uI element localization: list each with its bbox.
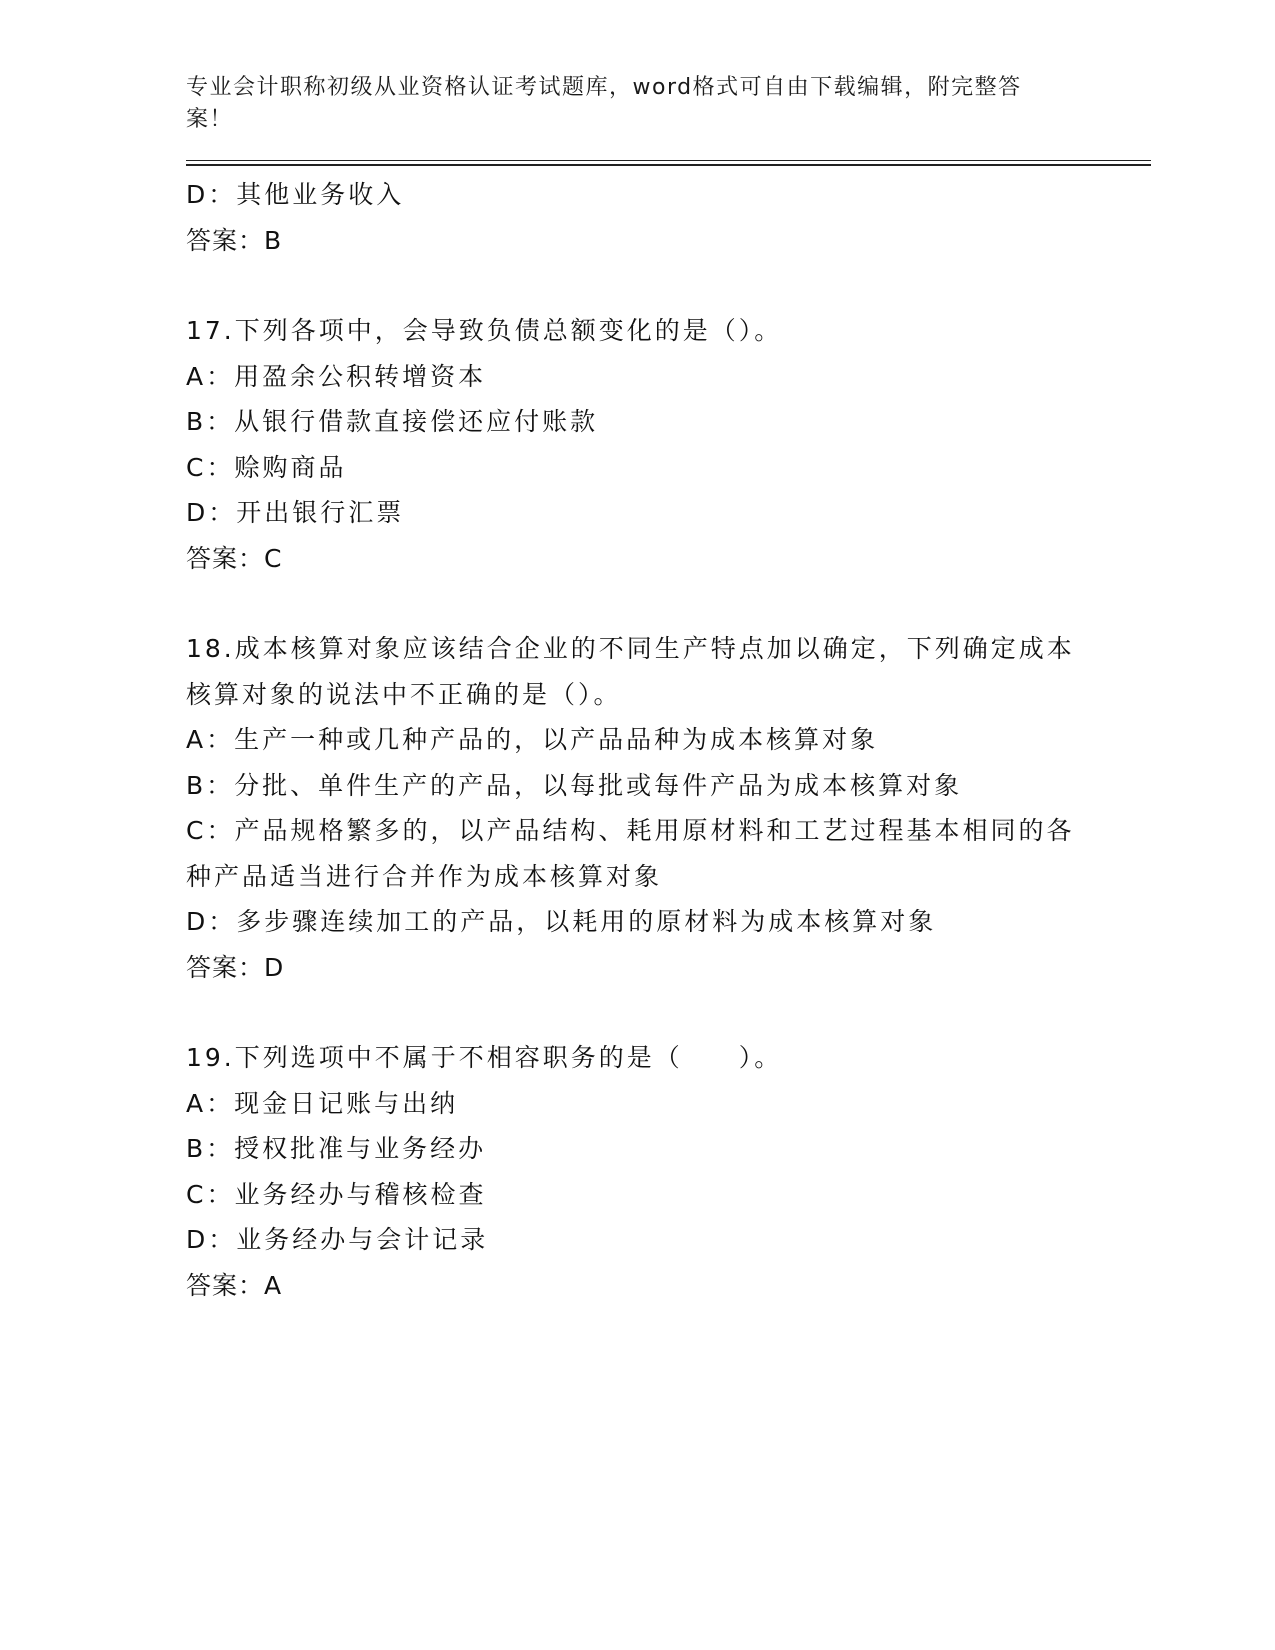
spacer xyxy=(186,990,1151,1035)
option-d: D：业务经办与会计记录 xyxy=(186,1225,489,1254)
spacer xyxy=(186,581,1151,626)
answer: 答案：D xyxy=(186,952,285,982)
question-stem: 17.下列各项中，会导致负债总额变化的是（）。 xyxy=(186,316,783,345)
option-c: C：产品规格繁多的，以产品结构、耗用原材料和工艺过程基本相同的各种产品适当进行合并作为成本核算对象 xyxy=(186,816,1075,891)
header-divider xyxy=(186,160,1151,166)
option-b: B：从银行借款直接偿还应付账款 xyxy=(186,407,599,436)
option-c: C：赊购商品 xyxy=(186,452,347,482)
option-b: B：分批、单件生产的产品，以每批或每件产品为成本核算对象 xyxy=(186,770,963,800)
spacer xyxy=(186,263,1151,308)
option-b: B：授权批准与业务经办 xyxy=(186,1134,487,1163)
question-stem: 19.下列选项中不属于不相容职务的是（ ）。 xyxy=(186,1043,783,1072)
question-17 xyxy=(186,308,1151,581)
option-d: D：开出银行汇票 xyxy=(186,498,405,527)
option-a: A：生产一种或几种产品的，以产品品种为成本核算对象 xyxy=(186,725,879,754)
answer: 答案：C xyxy=(186,543,283,573)
answer: 答案：A xyxy=(186,1270,283,1300)
option-d: D：其他业务收入 xyxy=(186,180,405,209)
question-stem: 18.成本核算对象应该结合企业的不同生产特点加以确定，下列确定成本核算对象的说法中不正确的是（）。 xyxy=(186,634,1075,709)
option-a: A：现金日记账与出纳 xyxy=(186,1088,459,1118)
document-page xyxy=(186,72,1151,1308)
question-18 xyxy=(186,626,1151,990)
question-content xyxy=(186,172,1151,1308)
question-19 xyxy=(186,1035,1151,1308)
option-d: D：多步骤连续加工的产品，以耗用的原材料为成本核算对象 xyxy=(186,907,937,936)
page-header: 专业会计职称初级从业资格认证考试题库，word格式可自由下载编辑，附完整答案！ xyxy=(186,75,1022,132)
option-a: A：用盈余公积转增资本 xyxy=(186,361,487,391)
option-c: C：业务经办与稽核检查 xyxy=(186,1179,487,1209)
answer: 答案：B xyxy=(186,225,283,255)
